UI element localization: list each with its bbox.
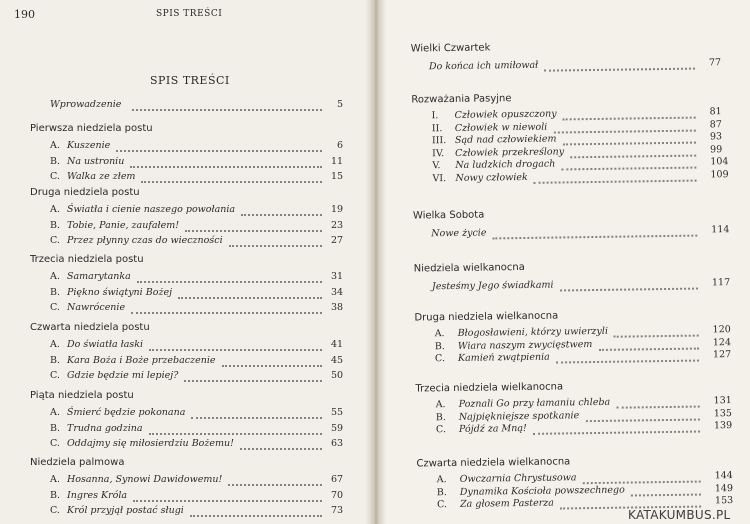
- toc-entry: [50, 505, 184, 516]
- entry-label: B.: [434, 340, 445, 352]
- toc-entry: [50, 171, 135, 182]
- entry-title: Człowiek w niewoli: [454, 121, 548, 134]
- toc-entry: [50, 339, 143, 350]
- toc-entry: [50, 99, 121, 110]
- toc-title: SPIS TREŚCI: [150, 74, 230, 87]
- leader-dots: [178, 296, 322, 299]
- toc-entry: [432, 146, 564, 159]
- entry-label: A.: [50, 407, 60, 418]
- entry-page-number: 127: [712, 349, 732, 361]
- leader-dots: [556, 359, 699, 364]
- entry-label: VI.: [432, 172, 447, 184]
- entry-page-number: 73: [331, 505, 344, 516]
- entry-page-number: 59: [331, 422, 344, 434]
- leader-dots: [130, 165, 322, 168]
- toc-entry: [50, 302, 125, 313]
- leader-dots: [493, 234, 698, 240]
- watermark: KATAKUMBUS.PL: [628, 508, 731, 522]
- entry-title: Oddajmy się miłosierdziu Bożemu!: [67, 438, 234, 449]
- entry-label: B.: [50, 286, 61, 298]
- entry-page-number: 45: [331, 354, 344, 366]
- toc-entry: [432, 159, 555, 172]
- entry-title: Śmierć będzie pokonana: [67, 407, 186, 418]
- entry-title: Poznali Go przy łamaniu chleba: [458, 396, 611, 410]
- entry-page-number: 70: [331, 489, 344, 501]
- entry-title: Człowiek opuszczony: [454, 108, 557, 121]
- toc-entry: [432, 134, 557, 147]
- entry-label: C.: [434, 353, 446, 365]
- leader-dots: [149, 432, 322, 435]
- leader-dots: [631, 492, 701, 496]
- entry-label: B.: [50, 155, 61, 167]
- toc-entry: [50, 235, 223, 246]
- entry-page-number: 149: [714, 482, 734, 494]
- leader-dots: [190, 514, 322, 517]
- toc-entry: [432, 280, 554, 293]
- entry-page-number: 144: [714, 470, 733, 482]
- leader-dots: [562, 166, 697, 171]
- left-page: [0, 0, 372, 524]
- toc-entry: [50, 438, 234, 449]
- entry-title: Kara Boża i Boże przebaczenie: [67, 354, 216, 366]
- entry-page-number: 135: [713, 407, 733, 419]
- entry-page-number: 87: [709, 118, 722, 130]
- toc-entry: [436, 410, 580, 423]
- entry-page-number: 11: [331, 155, 344, 167]
- entry-page-number: 124: [712, 336, 732, 348]
- leader-dots: [185, 229, 322, 232]
- entry-title: Trudna godzina: [67, 422, 143, 434]
- toc-entry: [50, 407, 185, 418]
- entry-title: Przez płynny czas do wieczności: [67, 235, 223, 246]
- leader-dots: [585, 417, 699, 422]
- entry-page-number: 27: [331, 235, 344, 246]
- leader-dots: [534, 178, 697, 183]
- right-toc-entries: [378, 0, 750, 524]
- section-heading: Pierwsza niedziela postu: [30, 123, 153, 134]
- entry-title: Owczarnia Chrystusowa: [459, 472, 577, 485]
- entry-title: Pójdź za Mną!: [458, 422, 527, 435]
- entry-title: Samarytanka: [67, 271, 131, 282]
- toc-entry: [435, 352, 550, 365]
- entry-label: C.: [50, 370, 60, 381]
- leader-dots: [228, 483, 322, 486]
- toc-entry: [431, 228, 486, 240]
- section-heading: Trzecia niedziela wielkanocna: [415, 381, 564, 395]
- entry-page-number: 63: [331, 438, 344, 449]
- leader-dots: [133, 499, 322, 502]
- entry-label: C.: [435, 424, 447, 436]
- entry-label: A.: [436, 474, 447, 486]
- entry-page-number: 104: [710, 156, 729, 168]
- entry-label: A.: [434, 328, 445, 340]
- entry-title: Wiara naszym zwycięstwem: [457, 338, 593, 352]
- toc-entry: [437, 498, 554, 511]
- toc-entry: [435, 326, 608, 339]
- entry-page-number: 15: [331, 171, 344, 182]
- toc-entry: [435, 339, 593, 352]
- toc-entry: [50, 140, 110, 151]
- leader-dots: [614, 334, 699, 338]
- entry-page-number: 41: [331, 339, 344, 350]
- section-heading: Druga niedziela postu: [30, 187, 140, 198]
- entry-title: Tobie, Panie, zaufałem!: [67, 219, 180, 231]
- running-head: SPIS TREŚCI: [156, 9, 223, 19]
- entry-label: B.: [50, 354, 61, 366]
- leader-dots: [116, 149, 322, 152]
- section-heading: Piąta niedziela postu: [30, 390, 134, 401]
- entry-title: Piękno świątyni Bożej: [67, 286, 173, 298]
- leader-dots: [141, 180, 322, 183]
- toc-entry: [437, 484, 625, 498]
- entry-title: Wprowadzenie: [50, 99, 122, 110]
- entry-page-number: 31: [331, 271, 344, 282]
- leader-dots: [222, 364, 322, 367]
- entry-page-number: 34: [331, 286, 344, 298]
- entry-title: Błogosławieni, którzy uwierzyli: [457, 325, 609, 339]
- entry-page-number: 114: [711, 224, 730, 236]
- entry-label: IV.: [432, 147, 445, 159]
- entry-page-number: 55: [331, 407, 344, 418]
- entry-title: Kamień zwątpienia: [457, 351, 550, 364]
- entry-title: Nowe życie: [431, 227, 487, 240]
- entry-page-number: 139: [713, 420, 733, 432]
- entry-page-number: 23: [331, 219, 344, 231]
- entry-page-number: 77: [708, 57, 722, 69]
- entry-title: Do końca ich umiłował: [428, 59, 539, 73]
- entry-label: B.: [50, 219, 61, 231]
- entry-title: Jesteśmy Jego świadkami: [431, 279, 554, 293]
- entry-page-number: 109: [710, 168, 729, 180]
- leader-dots: [544, 67, 695, 72]
- entry-label: B.: [50, 489, 61, 501]
- toc-entry: [432, 109, 557, 122]
- entry-label: C.: [50, 235, 60, 246]
- section-heading: Rozważania Pasyjne: [411, 93, 512, 106]
- entry-title: Kuszenie: [67, 140, 111, 151]
- entry-label: C.: [50, 438, 60, 449]
- section-heading: Druga niedziela wielkanocna: [414, 310, 559, 324]
- entry-page-number: 38: [331, 302, 344, 313]
- entry-title: Ingres Króla: [67, 489, 128, 501]
- leader-dots: [132, 108, 322, 111]
- entry-title: Do światła łaski: [67, 339, 144, 350]
- entry-label: V.: [432, 160, 441, 172]
- leader-dots: [570, 153, 696, 158]
- entry-label: A.: [435, 399, 446, 411]
- leader-dots: [533, 430, 700, 435]
- leader-dots: [560, 287, 698, 292]
- page-number: 190: [14, 8, 35, 21]
- entry-title: Walka ze złem: [67, 171, 136, 182]
- section-heading: Czwarta niedziela postu: [30, 322, 150, 333]
- entry-title: Za głosem Pasterza: [459, 497, 554, 510]
- section-heading: Trzecia niedziela postu: [30, 254, 144, 265]
- entry-title: Gdzie będzie mi lepiej?: [67, 370, 179, 381]
- toc-entry: [437, 472, 577, 485]
- entry-label: I.: [431, 110, 439, 122]
- entry-page-number: 50: [331, 370, 344, 381]
- entry-page-number: 81: [709, 106, 722, 118]
- toc-entry: [436, 423, 527, 435]
- section-heading: Wielka Sobota: [412, 209, 485, 222]
- entry-label: C.: [50, 302, 60, 313]
- entry-label: B.: [435, 411, 446, 423]
- entry-label: III.: [431, 135, 447, 147]
- leader-dots: [240, 447, 322, 450]
- entry-label: A.: [50, 474, 60, 485]
- entry-label: A.: [50, 271, 60, 282]
- entry-title: Król przyjął postać sługi: [67, 505, 184, 516]
- toc-entry: [432, 171, 527, 183]
- entry-label: II.: [431, 122, 443, 134]
- section-heading: Niedziela wielkanocna: [413, 261, 525, 275]
- entry-title: Hosanna, Synowi Dawidowemu!: [67, 474, 223, 485]
- entry-page-number: 120: [712, 324, 731, 336]
- entry-page-number: 131: [713, 395, 732, 407]
- toc-entry: [429, 60, 538, 73]
- entry-page-number: 5: [337, 99, 344, 110]
- entry-page-number: 6: [337, 140, 344, 151]
- toc-entry: [436, 397, 611, 410]
- leader-dots: [241, 213, 322, 216]
- toc-entry: [50, 370, 178, 381]
- entry-label: A.: [50, 339, 60, 350]
- book-gutter: [366, 0, 386, 524]
- entry-page-number: 93: [709, 131, 723, 143]
- entry-title: Najpiękniejsze spotkanie: [458, 409, 580, 423]
- leader-dots: [599, 346, 699, 350]
- toc-entry: [432, 121, 548, 134]
- entry-label: B.: [436, 486, 447, 498]
- right-page: [378, 0, 750, 524]
- leader-dots: [137, 280, 322, 283]
- leader-dots: [616, 405, 699, 409]
- entry-title: Światła i cienie naszego powołania: [67, 204, 236, 215]
- entry-page-number: 67: [331, 474, 344, 485]
- entry-label: B.: [50, 422, 61, 434]
- entry-title: Na ustroniu: [67, 155, 125, 167]
- entry-label: A.: [50, 140, 60, 151]
- section-heading: Wielki Czwartek: [410, 42, 491, 55]
- toc-entry: [50, 287, 172, 298]
- leader-dots: [149, 348, 322, 351]
- toc-entry: [50, 423, 143, 434]
- entry-label: C.: [50, 505, 60, 516]
- toc-entry: [50, 490, 127, 501]
- section-heading: Czwarta niedziela wielkanocna: [416, 456, 571, 470]
- toc-entry: [50, 156, 124, 167]
- toc-entry: [50, 474, 222, 485]
- entry-label: A.: [50, 204, 60, 215]
- section-heading: Niedziela palmowa: [30, 457, 125, 468]
- leader-dots: [229, 244, 322, 247]
- entry-title: Na ludzkich drogach: [455, 158, 556, 171]
- leader-dots: [563, 116, 696, 121]
- entry-page-number: 19: [331, 204, 344, 215]
- toc-entry: [50, 271, 131, 282]
- toc-entry: [50, 204, 235, 215]
- leader-dots: [184, 379, 322, 382]
- entry-label: C.: [50, 171, 60, 182]
- toc-entry: [50, 220, 179, 231]
- leader-dots: [563, 141, 696, 146]
- leader-dots: [553, 128, 695, 133]
- toc-entry: [50, 355, 216, 366]
- entry-page-number: 153: [714, 495, 734, 507]
- leader-dots: [191, 416, 322, 419]
- entry-page-number: 117: [711, 277, 731, 289]
- leader-dots: [131, 311, 322, 314]
- entry-label: C.: [436, 499, 448, 511]
- entry-title: Człowiek przekreślony: [455, 145, 565, 159]
- entry-title: Dynamika Kościoła powszechnego: [459, 484, 625, 498]
- entry-title: Nawrócenie: [67, 302, 126, 313]
- entry-title: Nowy człowiek: [455, 171, 528, 184]
- entry-title: Sąd nad człowiekiem: [454, 133, 557, 146]
- entry-page-number: 99: [710, 143, 723, 155]
